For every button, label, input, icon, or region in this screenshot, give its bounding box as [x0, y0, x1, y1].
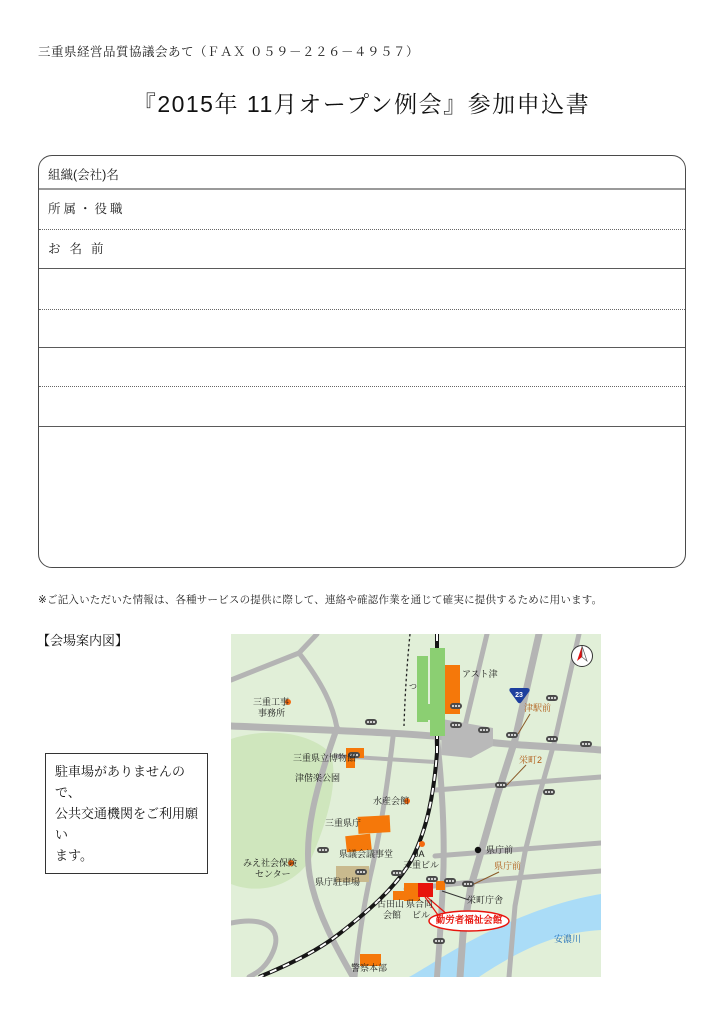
- traffic-light-icon: [450, 722, 462, 728]
- traffic-light-icon: [543, 789, 555, 795]
- privacy-footnote: ※ご記入いただいた情報は、各種サービスの提供に際して、連絡や確認作業を通じて確実に提供するために用います。: [38, 594, 603, 606]
- form-row-department: [39, 190, 685, 230]
- parking-notice-box: [45, 753, 208, 874]
- map-label: 水産会館: [373, 796, 410, 806]
- application-form-table: [38, 155, 686, 568]
- park-area: [231, 733, 333, 889]
- traffic-light-icon: [348, 752, 360, 758]
- map-label: 三重県庁: [325, 818, 362, 828]
- department-label: 所属・役職: [48, 202, 126, 216]
- compass-icon: [572, 646, 593, 667]
- venue-building: [418, 883, 433, 897]
- venue-map: [231, 634, 601, 977]
- bus-stop-dot: [475, 847, 481, 853]
- traffic-light-icon: [444, 878, 456, 884]
- traffic-light-icon: [495, 782, 507, 788]
- map-label: 事務所: [258, 708, 286, 718]
- map-label: 県合同: [406, 899, 434, 909]
- traffic-light-icon: [462, 881, 474, 887]
- map-label: 会館: [383, 910, 402, 920]
- map-label: 県庁前: [486, 845, 514, 855]
- traffic-light-icon: [426, 876, 438, 882]
- form-row-organization: [39, 156, 685, 190]
- traffic-light-icon: [478, 727, 490, 733]
- organization-label: 組織(会社)名: [48, 168, 119, 182]
- poi-dot: [288, 860, 294, 866]
- page-title: 『2015年 11月オープン例会』参加申込書: [132, 91, 591, 117]
- traffic-light-icon: [355, 869, 367, 875]
- map-label: 県庁前: [494, 861, 522, 871]
- fax-recipient-line: 三重県経営品質協議会あて（ＦＡＸ ０５９－２２６－４９５７）: [38, 45, 419, 59]
- map-label: 津駅前: [524, 703, 552, 713]
- map-label: センター: [255, 869, 291, 879]
- traffic-light-icon: [317, 847, 329, 853]
- form-row-empty-large: [39, 427, 685, 567]
- map-label: 警察本部: [351, 963, 388, 973]
- traffic-light-icon: [391, 870, 403, 876]
- parking-notice-line: 公共交通機関をご利用願い: [55, 806, 199, 843]
- form-row-name: [39, 230, 685, 269]
- traffic-light-icon: [546, 695, 558, 701]
- map-label: つ: [409, 682, 417, 691]
- parking-notice-line: ます。: [55, 848, 93, 864]
- form-row-empty-1: [39, 269, 685, 310]
- map-label: 栄町2: [519, 755, 543, 765]
- poi-dot: [419, 841, 425, 847]
- traffic-light-icon: [433, 938, 445, 944]
- map-label: 三重ビル: [403, 860, 440, 870]
- venue-map-canvas: [231, 634, 601, 977]
- map-section-heading: 【会場案内図】: [37, 633, 129, 648]
- traffic-light-icon: [450, 703, 462, 709]
- form-row-empty-3: [39, 348, 685, 387]
- map-label: 栄町庁舎: [467, 895, 504, 905]
- traffic-light-icon: [506, 732, 518, 738]
- map-label: 三重県立博物館: [293, 753, 357, 763]
- map-label: みえ社会保険: [243, 858, 298, 868]
- station-plaza: [441, 719, 493, 758]
- traffic-light-icon: [580, 741, 592, 747]
- map-label: 津偕楽公園: [295, 773, 341, 783]
- form-row-empty-4: [39, 387, 685, 427]
- map-label: JA: [414, 849, 425, 859]
- route-number: 23: [515, 692, 523, 699]
- map-label: 三重工事: [253, 697, 290, 707]
- map-label: アスト津: [462, 669, 498, 679]
- poi-dot: [285, 699, 291, 705]
- form-row-empty-2: [39, 310, 685, 348]
- name-label: お名前: [48, 242, 113, 256]
- parking-notice-line: 駐車場がありませんので、: [55, 764, 186, 801]
- traffic-light-icon: [365, 719, 377, 725]
- map-label: ビル: [412, 910, 431, 920]
- map-label: 県議会議事堂: [339, 849, 394, 859]
- traffic-light-icon: [546, 736, 558, 742]
- map-label: 県庁駐車場: [315, 877, 361, 887]
- station-buildings: [417, 648, 445, 736]
- poi-dot: [404, 798, 410, 804]
- map-label: 古田山: [377, 899, 405, 909]
- venue-name-label: 勤労者福祉会館: [435, 915, 503, 926]
- map-label: 安濃川: [554, 934, 582, 944]
